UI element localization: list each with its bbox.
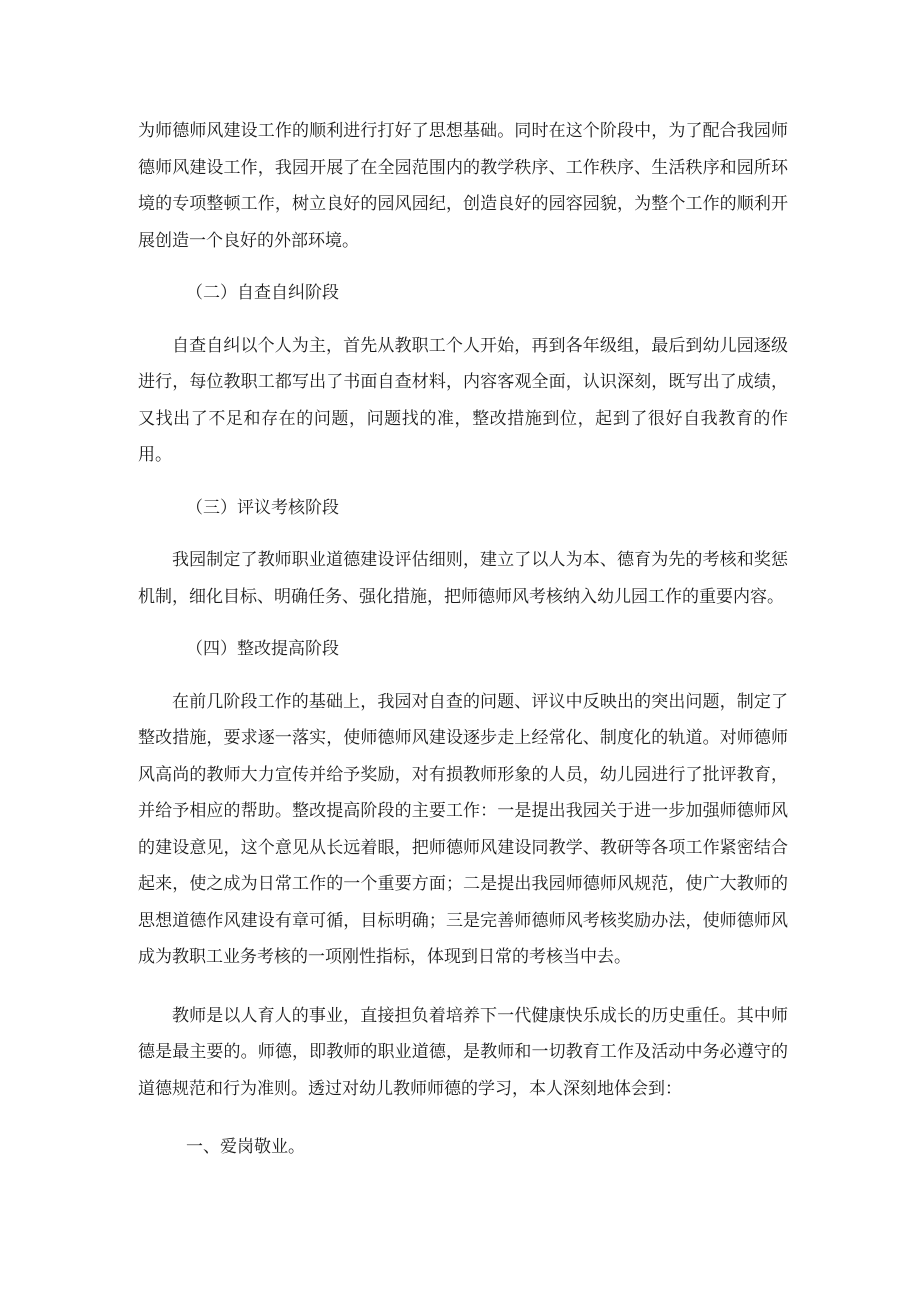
paragraph-teacher-ethics: 教师是以人育人的事业，直接担负着培养下一代健康快乐成长的历史重任。其中师德是最主要的。师德，即教师的职业道德，是教师和一切教育工作及活动中务必遵守的道德规范和行为准则。透过对幼儿教师师德的学习，本人深刻地体会到：: [138, 1005, 788, 1099]
paragraph-self-check: 自查自纠以个人为主，首先从教职工个人开始，再到各年级组，最后到幼儿园逐级进行，每位教职工都写出了书面自查材料，内容客观全面，认识深刻，既写出了成绩，又找出了不足和存在的问题，问题找的准，整改措施到位，起到了很好自我教育的作用。: [138, 335, 788, 465]
section-heading-rectification: （四）整改提高阶段: [186, 639, 339, 659]
document-body: [138, 113, 788, 1166]
paragraph-rectification: 在前几阶段工作的基础上，我园对自查的问题、评议中反映出的突出问题，制定了整改措施，要求逐一落实，使师德师风建设逐步走上经常化、制度化的轨道。对师德师风高尚的教师大力宣传并给予奖励，对有损教师形象的人员，幼儿园进行了批评教育，并给予相应的帮助。整改提高阶段的主要工作：一是提出我园关于进一步加强师德师风的建设意见，这个意见从长远着眼，把师德师风建设同教学、教研等各项工作紧密结合起来，使之成为日常工作的一个重要方面；二是提出我园师德师风规范，使广大教师的思想道德作风建设有章可循，目标明确；三是完善师德师风考核奖励办法，使师德师风成为教职工业务考核的一项刚性指标，体现到日常的考核当中去。: [138, 691, 788, 967]
section-heading-evaluation: （三）评议考核阶段: [186, 497, 339, 518]
section-heading-self-check: （二）自查自纠阶段: [186, 283, 339, 303]
paragraph-evaluation: 我园制定了教师职业道德建设评估细则，建立了以人为本、德育为先的考核和奖惩机制，细化目标、明确任务、强化措施，把师德师风考核纳入幼儿园工作的重要内容。: [138, 550, 788, 607]
paragraph-foundation: 为师德师风建设工作的顺利进行打好了思想基础。同时在这个阶段中，为了配合我园师德师风建设工作，我园开展了在全园范围内的教学秩序、工作秩序、生活秩序和园所环境的专项整顿工作，树立良好的园风园纪，创造良好的园容园貌，为整个工作的顺利开展创造一个良好的外部环境。: [138, 121, 788, 251]
section-heading-dedication: 一、爱岗敬业。: [186, 1137, 305, 1157]
